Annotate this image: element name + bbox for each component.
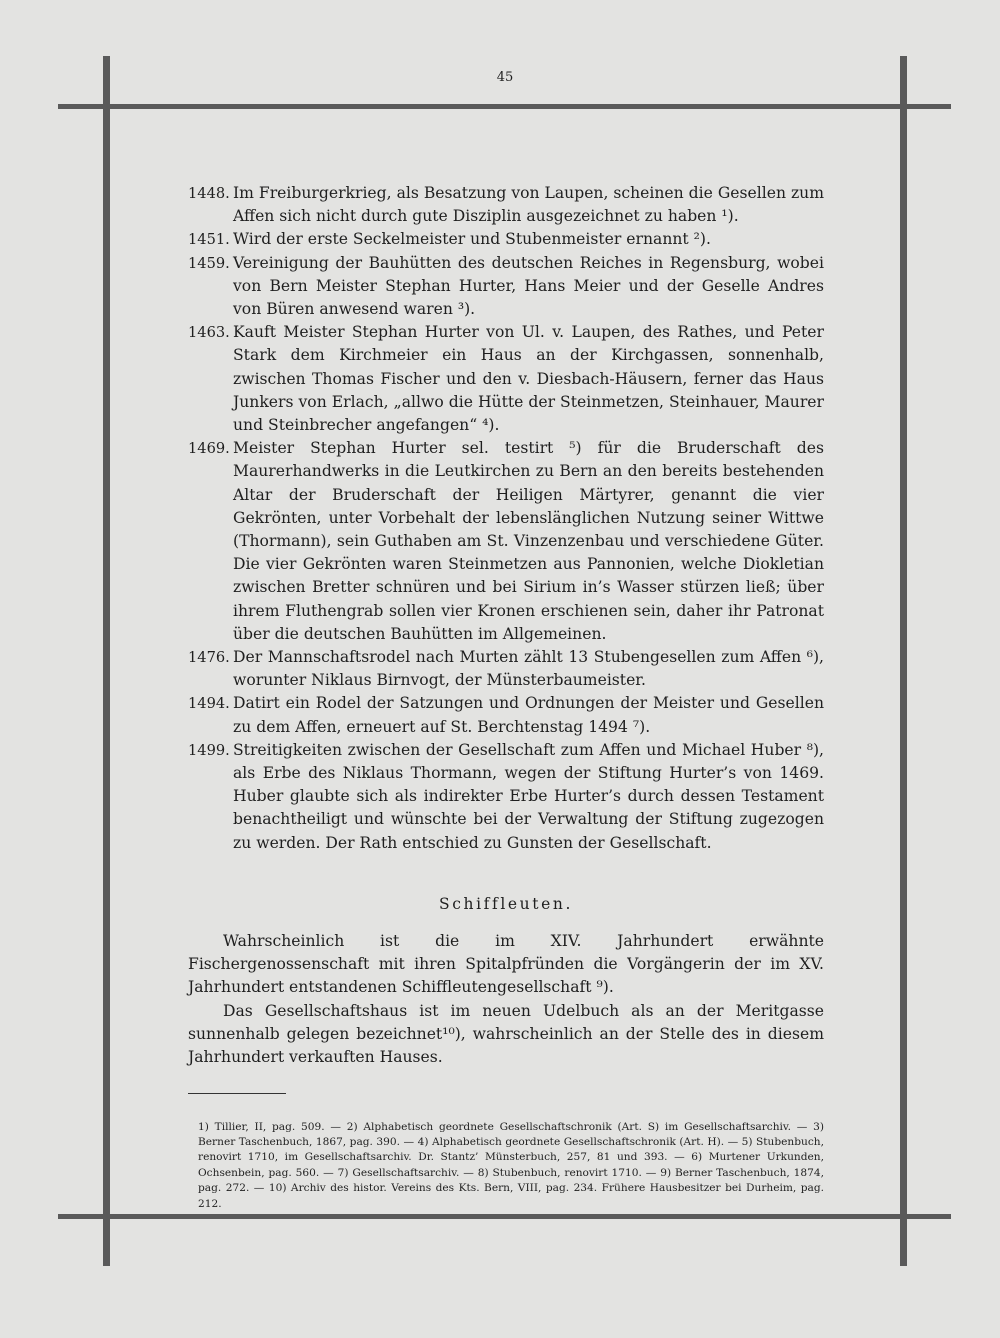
entry-text: Kauft Meister Stephan Hurter von Ul. v. Laupen, des Rathes, und Peter Stark dem Kirchmeier ein Haus an der Kirchgassen, sonnenhalb, zwischen Thomas Fischer und den v. Diesbach-Häusern, ferner das Haus Junkers von Erlach, „allwo die Hütte der Steinmetzen, Steinhauer, Maurer und Steinbrecher angefangen“ ⁴). [233,323,824,435]
footnotes: 1) Tillier, II, pag. 509. — 2) Alphabetisch geordnete Gesellschaftschronik (Art. S) im Gesellschaftsarchiv. — 3) Berner Taschenbuch, 1867, pag. 390. — 4) Alphabetisch geordnete Gesellschaftschronik (Art. H). — 5) Stubenbuch, renovirt 1710, im Gesellschaftsarchiv. Dr. Stantz’ Münsterbuch, 257, 81 und 393. — 6) Murtener Urkunden, Ochsenbein, pag. 560. — 7) Gesellschaftsarchiv. — 8) Stubenbuch, renovirt 1710. — 9) Berner Taschenbuch, 1874, pag. 272. — 10) Archiv des histor. Vereins des Kts. Bern, VIII, pag. 234. Frühere Hausbesitzer bei Durheim, pag. 212. [198,1120,824,1210]
entry-year: 1499. [188,741,230,759]
entry-year: 1469. [188,440,230,458]
page-number: 45 [496,70,514,85]
footnote-divider [188,1093,286,1094]
entry-text: Datirt ein Rodel der Satzungen und Ordnungen der Meister und Gesellen zu dem Affen, erneuert auf St. Berchtenstag 1494 ⁷). [233,694,824,736]
entry-year: 1463. [188,324,230,342]
entry-text: Meister Stephan Hurter sel. testirt ⁵) für die Bruderschaft des Maurerhandwerks in die Leutkirchen zu Bern an den bereits bestehenden Altar der Bruderschaft der Heiligen Märtyrer, genannt die vier Gekrönten, unter Vorbehalt der lebenslänglichen Nutzung seiner Wittwe (Thormann), sein Guthaben am St. Vinzenzenbau und verschiedene Güter. Die vier Gekrönten waren Steinmetzen aus Pannonien, welche Diokletian zwischen Bretter schnüren und bei Sirium in’s Wasser stürzen ließ; über ihrem Fluthengrab sollen vier Kronen erschienen sein, daher ihr Patronat über die deutschen Bauhütten im Allgemeinen. [233,439,824,643]
entry-year: 1448. [188,185,230,202]
section-title: Schiffleuten. [439,894,573,913]
entry-year: 1476. [188,649,230,667]
section-paragraph: Das Gesellschaftshaus ist im neuen Udelbuch als an der Meritgasse sunnenhalb gelegen bezeichnet¹⁰), wahrscheinlich an der Stelle des in diesem Jahrhundert verkauften Hauses. [188,1001,824,1067]
chronicle-entry [188,646,824,692]
entry-text: Im Freiburgerkrieg, als Besatzung von Laupen, scheinen die Gesellen zum Affen sich nicht durch gute Disziplin ausgezeichnet zu haben ¹). [233,184,824,226]
entry-text: Vereinigung der Bauhütten des deutschen Reiches in Regensburg, wobei von Bern Meister Stephan Hurter, Hans Meier und der Geselle Andres von Büren anwesend waren ³). [233,253,824,319]
frame-line-bottom [58,1214,951,1219]
section-paragraph: Wahrscheinlich ist die im XIV. Jahrhundert erwähnte Fischergenossenschaft mit ihren Spitalpfründen die Vorgängerin der im XV. Jahrhundert entstandenen Schiffleutengesellschaft ⁹). [188,931,824,997]
chronicle-entry [188,437,824,646]
entry-text: Der Mannschaftsrodel nach Murten zählt 13 Stubengesellen zum Affen ⁶), worunter Niklaus Birnvogt, der Münsterbaumeister. [233,648,824,690]
chronicle-entry [188,321,824,437]
chronicle-entry [188,252,824,322]
frame-line-top [58,104,951,109]
main-text [188,182,824,1212]
chronicle-entry [188,182,824,228]
frame-line-right [900,56,907,1266]
entry-text: Wird der erste Seckelmeister und Stubenmeister ernannt ²). [233,230,711,249]
entry-year: 1451. [188,231,230,249]
section-body [188,930,824,1070]
chronicle-entry [188,228,824,251]
frame-line-left [103,56,110,1266]
entry-text: Streitigkeiten zwischen der Gesellschaft zum Affen und Michael Huber ⁸), als Erbe des Niklaus Thormann, wegen der Stiftung Hurter’s von 1469. Huber glaubte sich als indirekter Erbe Hurter’s durch dessen Testament benachtheiligt und wünschte bei der Verwaltung der Stiftung zugezogen zu werden. Der Rath entschied zu Gunsten der Gesellschaft. [233,740,824,852]
entry-year: 1459. [188,254,230,272]
entry-year: 1494. [188,695,230,713]
chronicle-entry [188,692,824,738]
chronicle-entry [188,739,824,855]
